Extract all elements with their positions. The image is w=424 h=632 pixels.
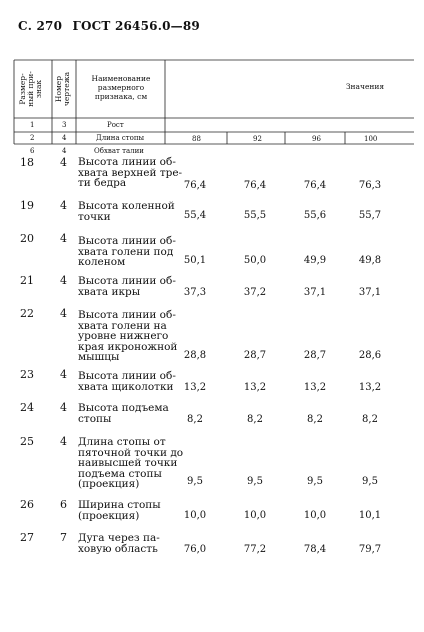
- row-value-2: 76,4: [243, 180, 267, 191]
- row-value-2: 55,5: [243, 210, 267, 221]
- waist-col-3: 96: [312, 135, 321, 143]
- row-value-1: 10,0: [183, 510, 207, 521]
- row-value-4: 49,8: [358, 255, 382, 266]
- row-name: Высота линии об- хвата голени под коленом: [78, 235, 176, 268]
- row-number: 23: [20, 368, 34, 381]
- row-name: Ширина стопы (проекция): [78, 499, 161, 522]
- row-value-4: 37,1: [358, 287, 382, 298]
- row-value-4: 55,7: [358, 210, 382, 221]
- row-drawing: 4: [60, 435, 67, 448]
- row-number: 19: [20, 199, 34, 212]
- row-value-2: 10,0: [243, 510, 267, 521]
- row-value-1: 9,5: [187, 476, 203, 487]
- row-value-1: 50,1: [183, 255, 207, 266]
- header-row-1-d: 3: [62, 121, 67, 129]
- row-value-1: 28,8: [183, 350, 207, 361]
- row-value-2: 13,2: [243, 382, 267, 393]
- row-value-3: 9,5: [307, 476, 323, 487]
- row-value-4: 13,2: [358, 382, 382, 393]
- col-header-name: Наименование размерного признака, см: [91, 74, 151, 101]
- header-row-3-d: 4: [62, 147, 67, 155]
- header-row-2-n: 2: [30, 134, 35, 142]
- row-name: Высота линии об- хвата щиколотки: [78, 370, 176, 393]
- header-row-3-n: 6: [30, 147, 35, 155]
- waist-col-2: 92: [253, 135, 262, 143]
- row-value-4: 28,6: [358, 350, 382, 361]
- header-row-1-name: Рост: [107, 121, 124, 129]
- row-value-2: 77,2: [243, 544, 267, 555]
- row-drawing: 4: [60, 232, 67, 245]
- row-value-2: 50,0: [243, 255, 267, 266]
- row-name: Высота линии об- хвата голени на уровне нижнего края икроножной мышцы: [78, 309, 178, 363]
- row-value-1: 55,4: [183, 210, 207, 221]
- header-row-3-name: Обхват талии: [94, 147, 144, 155]
- row-drawing: 4: [60, 368, 67, 381]
- row-drawing: 4: [60, 199, 67, 212]
- waist-col-1: 88: [192, 135, 201, 143]
- row-drawing: 7: [60, 531, 67, 544]
- col-header-size-no: Размер- ный при- знак: [18, 71, 43, 107]
- row-number: 18: [20, 156, 34, 169]
- row-value-1: 76,4: [183, 180, 207, 191]
- row-number: 27: [20, 531, 34, 544]
- row-name: Высота подъема стопы: [78, 402, 169, 425]
- row-name: Дуга через па- ховую область: [78, 532, 160, 555]
- row-drawing: 4: [60, 274, 67, 287]
- row-value-1: 76,0: [183, 544, 207, 555]
- col-header-values: Значения: [345, 82, 385, 91]
- row-number: 22: [20, 307, 34, 320]
- row-value-1: 13,2: [183, 382, 207, 393]
- row-value-3: 10,0: [303, 510, 327, 521]
- row-drawing: 4: [60, 401, 67, 414]
- row-value-3: 8,2: [307, 414, 323, 425]
- row-name: Длина стопы от пяточной точки до наивысшей точки подъема стопы (проекция): [78, 436, 184, 490]
- row-value-3: 13,2: [303, 382, 327, 393]
- header-row-2-name: Длина стопы: [96, 134, 145, 142]
- row-value-2: 28,7: [243, 350, 267, 361]
- row-value-4: 8,2: [362, 414, 378, 425]
- row-value-1: 8,2: [187, 414, 203, 425]
- row-value-3: 78,4: [303, 544, 327, 555]
- row-value-3: 49,9: [303, 255, 327, 266]
- col-header-drawing-no: Номер чертежа: [54, 71, 71, 107]
- row-drawing: 4: [60, 156, 67, 169]
- row-value-3: 76,4: [303, 180, 327, 191]
- row-value-3: 37,1: [303, 287, 327, 298]
- row-value-3: 55,6: [303, 210, 327, 221]
- row-name: Высота линии об- хвата икры: [78, 275, 176, 298]
- row-number: 26: [20, 498, 34, 511]
- row-number: 21: [20, 274, 34, 287]
- page-number: С. 270: [18, 19, 63, 33]
- row-value-4: 10,1: [358, 510, 382, 521]
- row-value-4: 76,3: [358, 180, 382, 191]
- row-value-2: 8,2: [247, 414, 263, 425]
- row-value-4: 79,7: [358, 544, 382, 555]
- row-value-3: 28,7: [303, 350, 327, 361]
- row-name: Высота линии об- хвата верхней тре- ти бедра: [78, 156, 183, 189]
- header-row-2-d: 4: [62, 134, 67, 142]
- row-drawing: 4: [60, 307, 67, 320]
- row-name: Высота коленной точки: [78, 200, 175, 223]
- row-number: 20: [20, 232, 34, 245]
- header-row-1-n: 1: [30, 121, 35, 129]
- waist-col-4: 100: [364, 135, 378, 143]
- row-value-2: 37,2: [243, 287, 267, 298]
- row-drawing: 6: [60, 498, 67, 511]
- row-number: 25: [20, 435, 34, 448]
- row-value-4: 9,5: [362, 476, 378, 487]
- row-number: 24: [20, 401, 34, 414]
- row-value-1: 37,3: [183, 287, 207, 298]
- standard-code: ГОСТ 26456.0—89: [72, 19, 200, 33]
- row-value-2: 9,5: [247, 476, 263, 487]
